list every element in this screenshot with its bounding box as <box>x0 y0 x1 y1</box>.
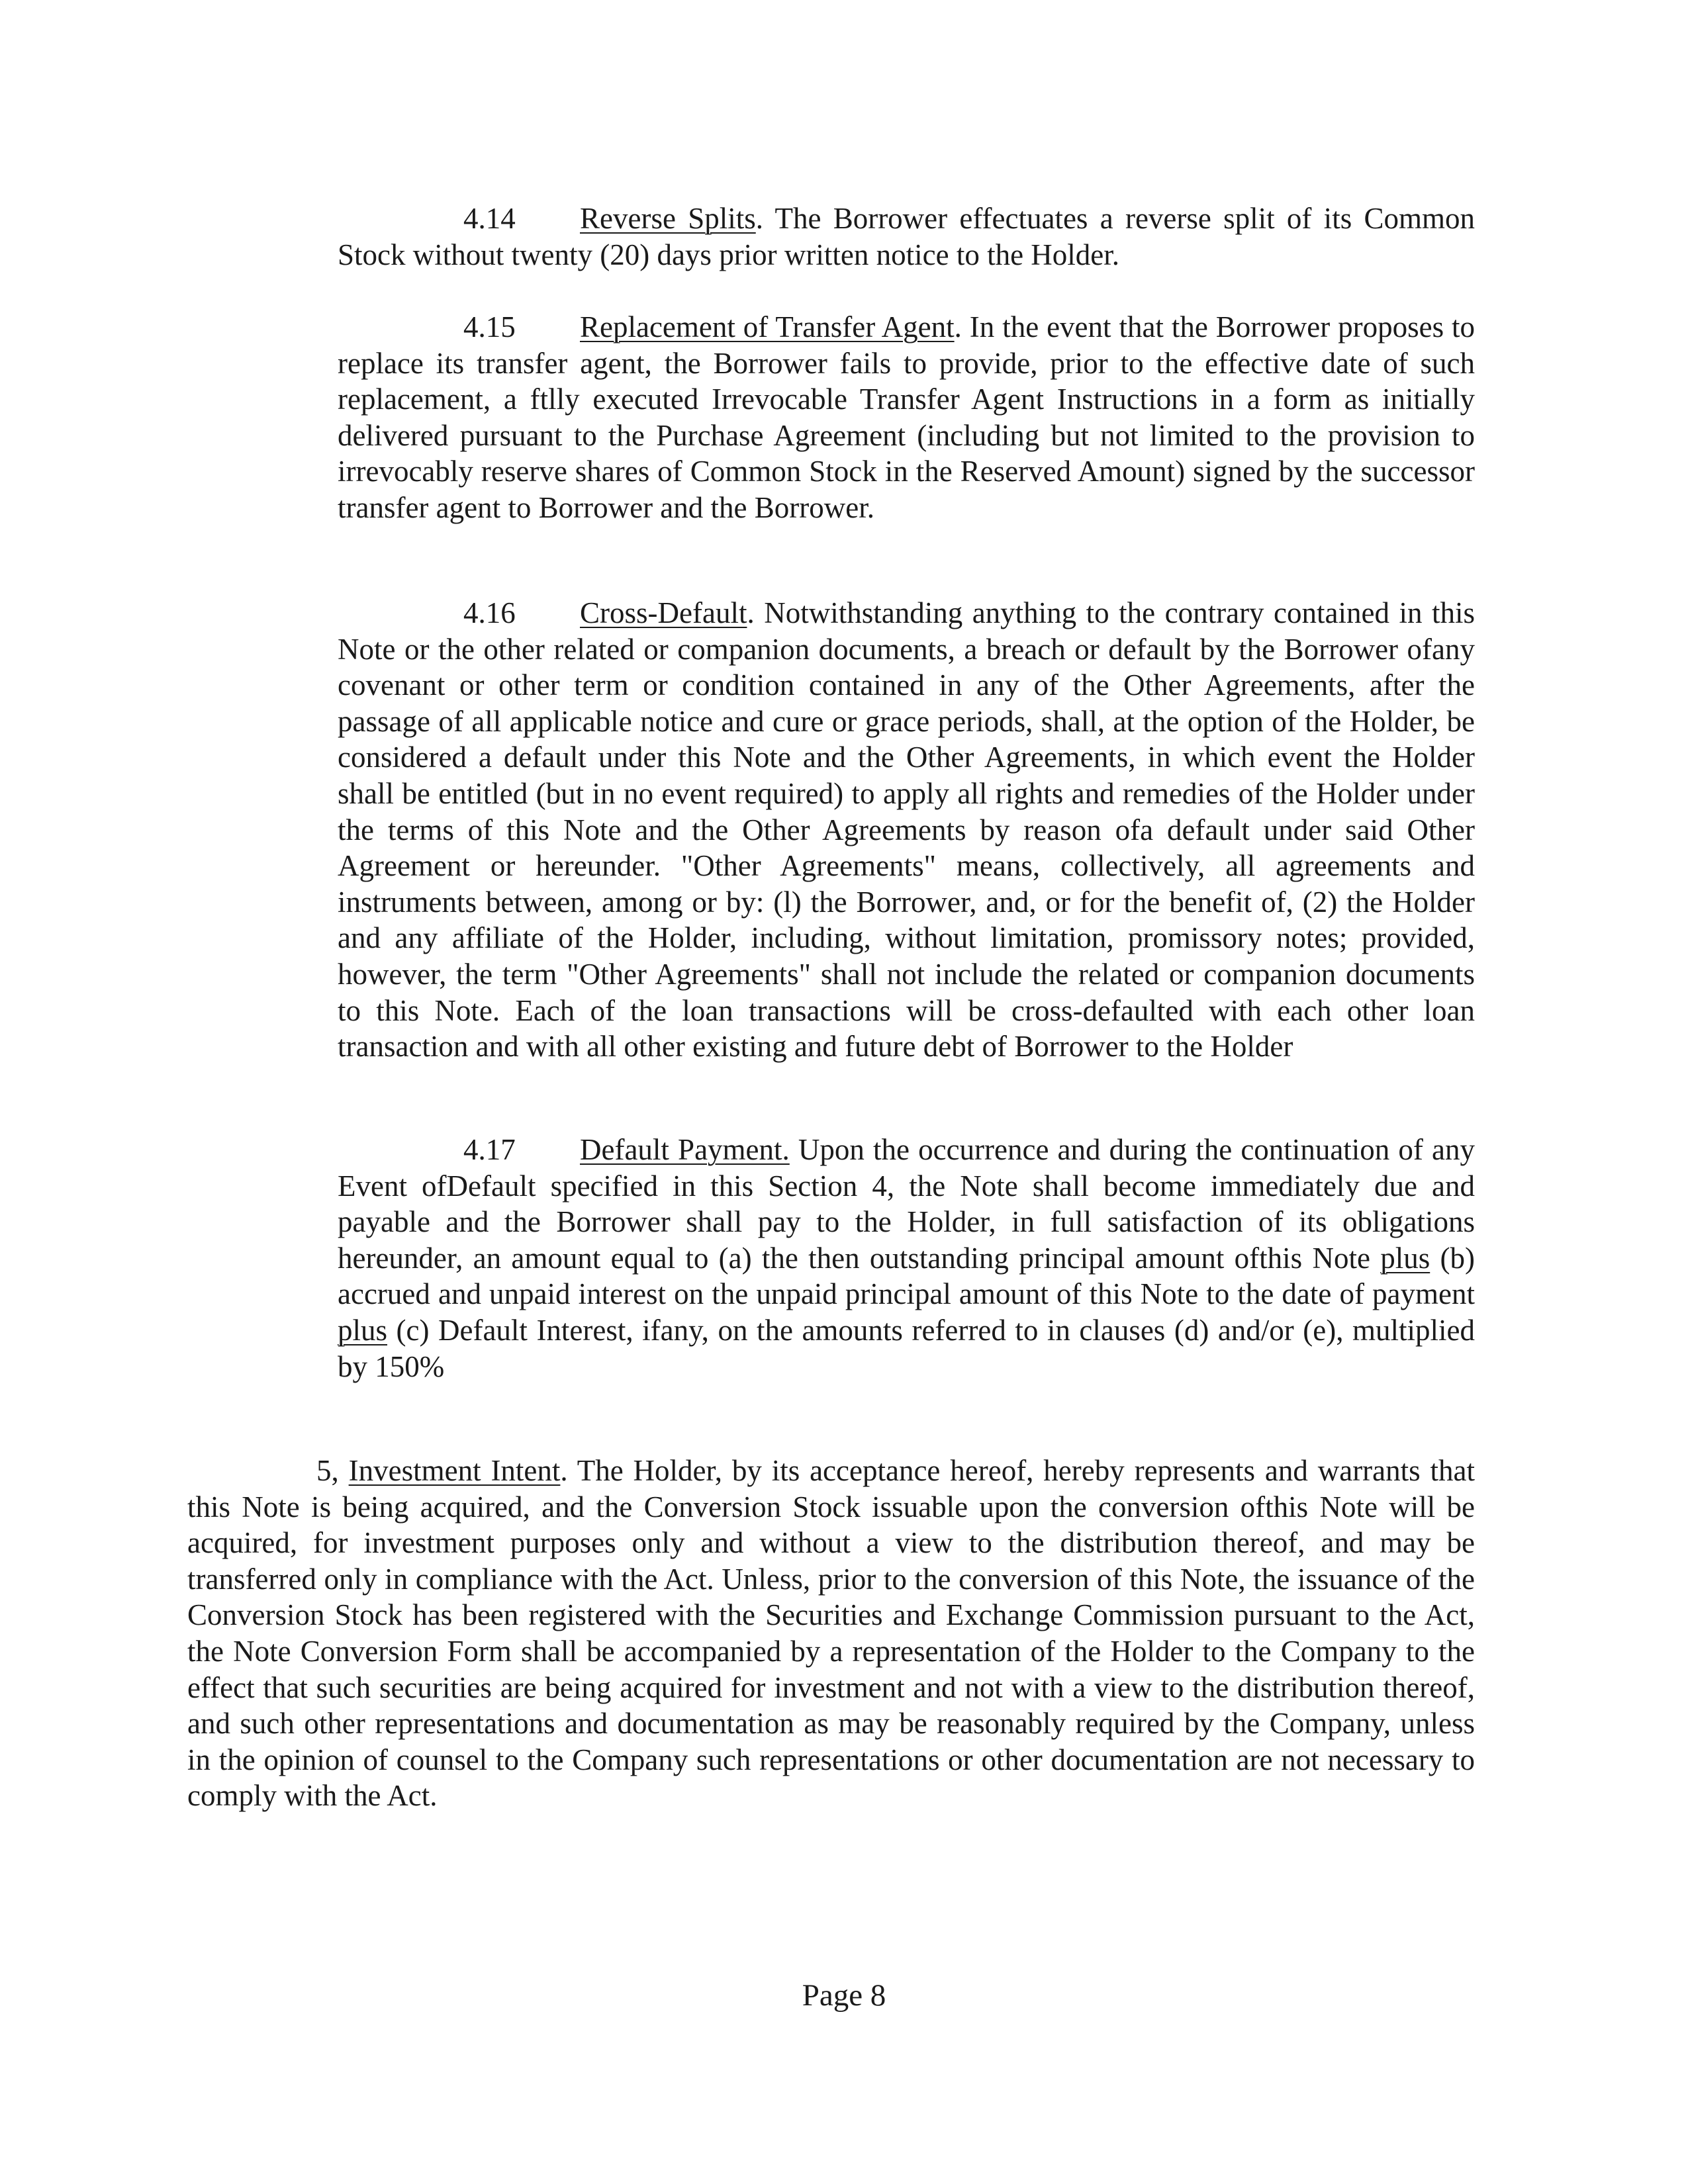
section-4-16 <box>338 595 1475 1065</box>
section-4-15 <box>338 309 1475 526</box>
section-heading: Cross-Default <box>580 596 747 629</box>
plus-emphasis: plus <box>338 1313 388 1347</box>
section-body-part-2: (b) accrued and unpaid interest on the unpaid principal amount of this Note to the date of payment <box>338 1241 1475 1311</box>
section-body: . Notwithstanding anything to the contrary contained in this Note or the other related or companion documents, a breach or default by the Borrower ofany covenant or other term or condition contained in any of the Other Agreements, after the passage of all applicable notice and cure or grace periods, shall, at the option of the Holder, be considered a default under this Note and the Other Agreements, in which event the Holder shall be entitled (but in no event required) to apply all rights and remedies of the Holder under the terms of this Note and the Other Agreements by reason ofa default under said Other Agreement or hereunder. "Other Agreements" means, collectively, all agreements and instruments between, among or by: (l) the Borrower, and, or for the benefit of, (2) the Holder and any affiliate of the Holder, including, without limitation, promissory notes; provided, however, the term "Other Agreements" shall not include the related or companion documents to this Note. Each of the loan transactions will be cross-defaulted with each other loan transaction and with all other existing and future debt of Borrower to the Holder <box>338 596 1475 1064</box>
section-5 <box>187 1453 1475 1814</box>
section-number: 4.16 <box>463 596 516 629</box>
section-body-part-1: Upon the occurrence and during the continuation of any Event ofDefault specified in this Section 4, the Note shall become immediately due and payable and the Borrower shall pay to the Holder, in full satisfaction of its obligations hereunder, an amount equal to (a) the then outstanding principal amount ofthis Note <box>338 1133 1475 1275</box>
section-body: . The Holder, by its acceptance hereof, hereby represents and warrants that this Note is being acquired, and the Conversion Stock issuable upon the conversion ofthis Note will be acquired, for investment purposes only and without a view to the distribution thereof, and may be transferred only in compliance with the Act. Unless, prior to the conversion of this Note, the issuance of the Conversion Stock has been registered with the Securities and Exchange Commission pursuant to the Act, the Note Conversion Form shall be accompanied by a representation of the Holder to the Company to the effect that such securities are being acquired for investment and not with a view to the distribution thereof, and such other representations and documentation as may be reasonably required by the Company, unless in the opinion of counsel to the Company such representations or other documentation are not necessary to comply with the Act. <box>187 1454 1475 1813</box>
section-number: 4.17 <box>463 1133 516 1166</box>
section-number: 4.15 <box>463 310 516 343</box>
section-4-14 <box>338 201 1475 273</box>
section-heading: Investment Intent <box>348 1454 561 1487</box>
plus-emphasis: plus <box>1380 1241 1430 1275</box>
section-body-part-3: (c) Default Interest, ifany, on the amounts referred to in clauses (d) and/or (e), multiplied by 150% <box>338 1313 1475 1383</box>
section-number: 5, <box>316 1454 339 1487</box>
section-heading: Default Payment. <box>580 1133 790 1166</box>
section-heading: Reverse Splits <box>580 202 756 235</box>
section-number: 4.14 <box>463 202 516 235</box>
section-4-17 <box>338 1132 1475 1385</box>
page-number: Page 8 <box>802 1978 886 2013</box>
section-body: . The Borrower effectuates a reverse split of its Common Stock without twenty (20) days prior written notice to the Holder. <box>338 202 1475 271</box>
section-heading: Replacement of Transfer Agent <box>580 310 955 343</box>
section-body: . In the event that the Borrower proposes to replace its transfer agent, the Borrower fails to provide, prior to the effective date of such replacement, a ftlly executed Irrevocable Transfer Agent Instructions in a form as initially delivered pursuant to the Purchase Agreement (including but not limited to the provision to irrevocably reserve shares of Common Stock in the Reserved Amount) signed by the successor transfer agent to Borrower and the Borrower. <box>338 310 1475 524</box>
